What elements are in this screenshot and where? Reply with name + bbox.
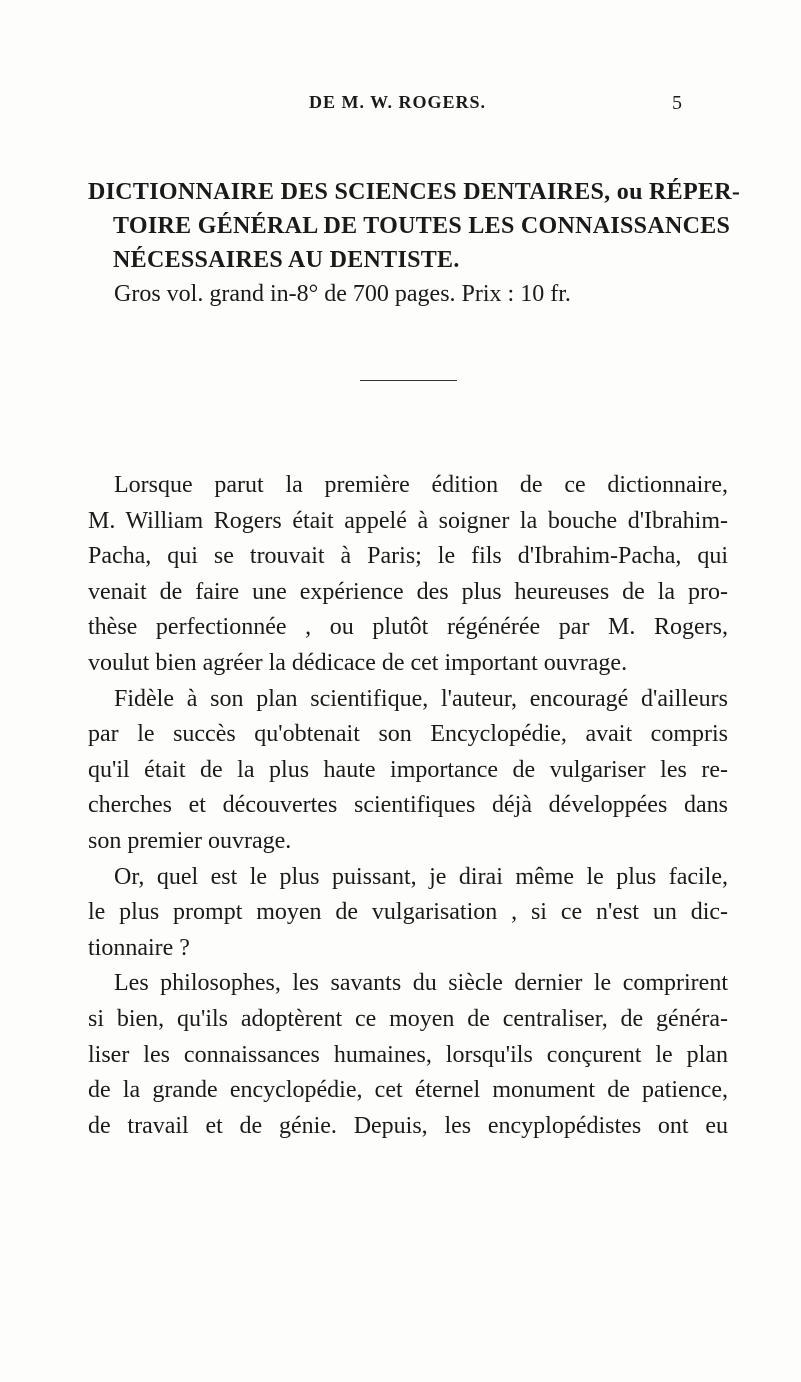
running-head	[0, 92, 801, 122]
paragraph	[88, 860, 728, 967]
text-line: son premier ouvrage.	[88, 827, 292, 854]
text-line: tionnaire ?	[88, 934, 190, 961]
text-line: M. William Rogers était appelé à soigner la bouche d'Ibrahim-	[88, 507, 728, 534]
text-line: liser les connaissances humaines, lorsqu'ils conçurent le plan	[88, 1041, 728, 1068]
paragraph	[88, 682, 728, 860]
text-line: venait de faire une expérience des plus heureuses de la pro-	[88, 578, 728, 605]
text-line: Pacha, qui se trouvait à Paris; le fils d'Ibrahim-Pacha, qui	[88, 543, 728, 570]
text-line: Lorsque parut la première édition de ce dictionnaire,	[114, 472, 728, 498]
text-line: Les philosophes, les savants du siècle dernier le comprirent	[114, 970, 728, 997]
text-line: Fidèle à son plan scientifique, l'auteur, encouragé d'ailleurs	[114, 685, 728, 712]
book-title	[88, 175, 741, 277]
page-number: 5	[672, 92, 682, 114]
book-title-line: TOIRE GÉNÉRAL DE TOUTES LES CONNAISSANCES	[113, 213, 731, 239]
paragraph	[88, 468, 728, 682]
text-line: le plus prompt moyen de vulgarisation , si ce n'est un dic-	[88, 899, 728, 926]
text-line: thèse perfectionnée , ou plutôt régénérée par M. Rogers,	[88, 614, 728, 641]
text-line: par le succès qu'obtenait son Encyclopédie, avait compris	[88, 721, 728, 748]
book-title-line: NÉCESSAIRES AU DENTISTE.	[113, 247, 460, 273]
text-line: voulut bien agréer la dédicace de cet important ouvrage.	[88, 649, 628, 676]
text-line: si bien, qu'ils adoptèrent ce moyen de centraliser, de généra-	[88, 1005, 728, 1032]
book-title-line: DICTIONNAIRE DES SCIENCES DENTAIRES, ou RÉPER-	[88, 179, 741, 205]
body-text	[88, 468, 728, 1144]
paragraph	[88, 966, 728, 1144]
text-line: Or, quel est le plus puissant, je dirai même le plus facile,	[114, 863, 728, 890]
book-info: Gros vol. grand in-8° de 700 pages. Prix : 10 fr.	[114, 281, 571, 307]
text-line: qu'il était de la plus haute importance de vulgariser les re-	[88, 756, 728, 783]
text-line: de travail et de génie. Depuis, les encyplopédistes ont eu	[88, 1112, 728, 1139]
text-line: de la grande encyclopédie, cet éternel monument de patience,	[88, 1077, 728, 1104]
running-title: DE M. W. ROGERS.	[309, 92, 487, 112]
text-line: cherches et découvertes scientifiques déjà développées dans	[88, 792, 728, 819]
section-divider	[360, 380, 457, 381]
